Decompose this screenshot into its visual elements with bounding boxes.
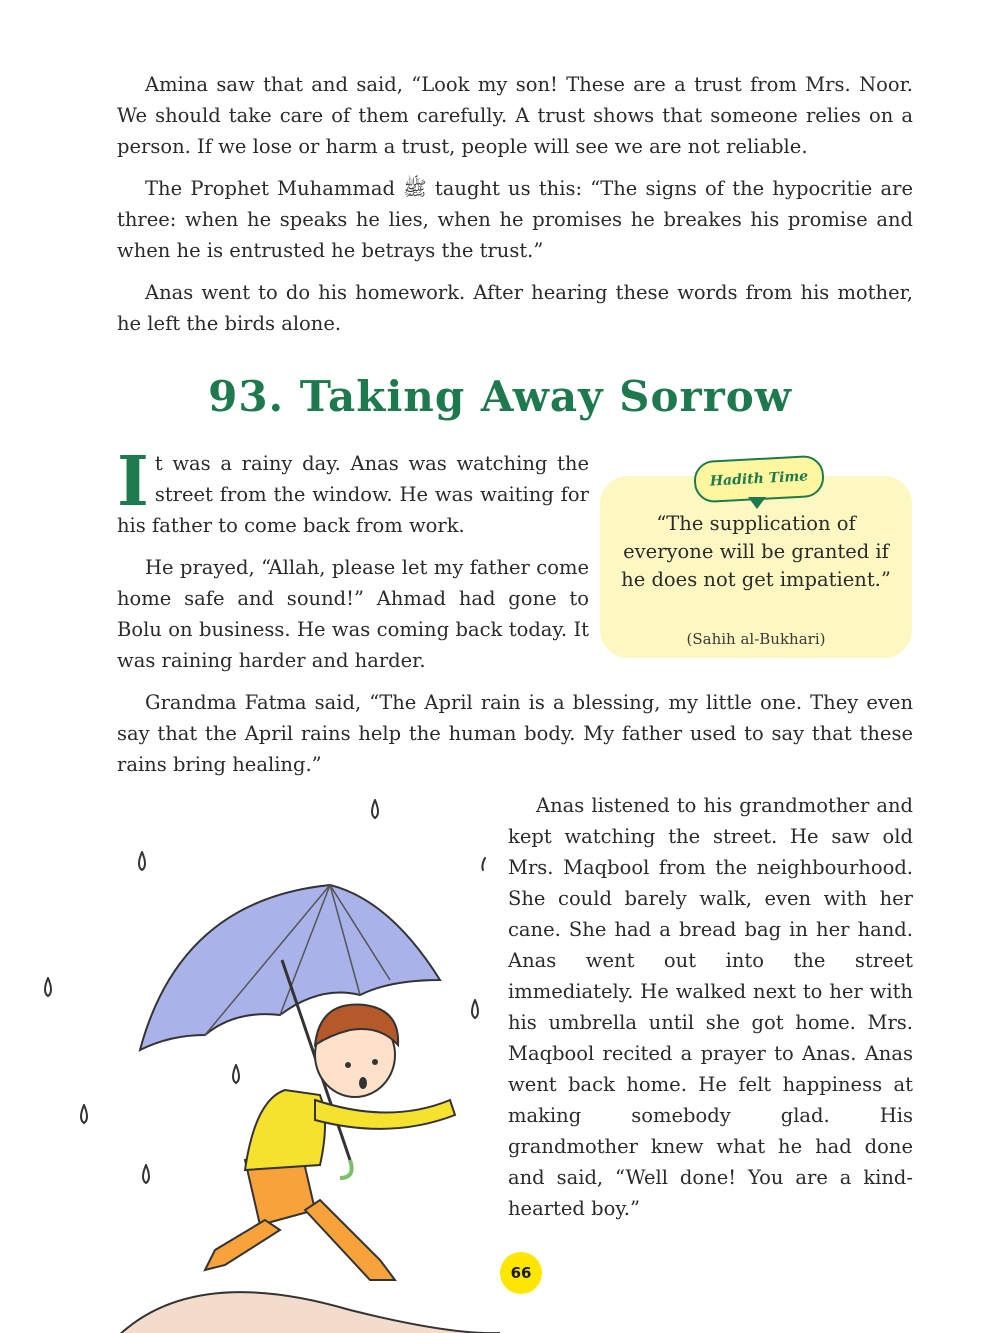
ground [105, 1292, 500, 1333]
paragraph-prophet-hadith: The Prophet Muhammad ﷺ taught us this: “The signs of the hypocritie are three: when he speaks he lies, when he promises he breakes his promise and when he is entrusted he betrays the trust.” [117, 177, 913, 262]
paragraph-amina-trust: Amina saw that and said, “Look my son! These are a trust from Mrs. Noor. We should take care of them carefully. A trust shows that someone relies on a person. If we lose or harm a trust, people will see we are not reliable. [117, 73, 913, 158]
boy-shirt [245, 1090, 325, 1170]
paragraph-anas-homework: Anas went to do his homework. After hearing these words from his mother, he left the birds alone. [117, 281, 913, 335]
raindrop-icon [139, 852, 145, 870]
boy-right-leg [305, 1200, 395, 1280]
raindrop-icon [143, 1165, 149, 1183]
raindrop-icon [472, 1000, 478, 1018]
hadith-quote: “The supplication of everyone will be granted if he does not get impatient.” [621, 512, 891, 591]
hadith-source: (Sahih al-Bukhari) [686, 630, 826, 648]
raindrop-icon [81, 1105, 87, 1123]
raindrop-icon [372, 800, 378, 818]
story-paragraph-prayer: He prayed, “Allah, please let my father come home safe and sound!” Ahmad had gone to Bolu on business. He was coming back today. It was raining harder and harder. [117, 556, 589, 672]
hadith-time-tag: Hadith Time [693, 455, 825, 504]
umbrella-hook [340, 1160, 352, 1178]
raindrop-icon [233, 1065, 239, 1083]
raindrop-icon [482, 858, 485, 870]
hadith-tag-pointer [748, 497, 766, 509]
page-number-badge: 66 [500, 1252, 542, 1294]
boy-mouth [359, 1077, 367, 1089]
boy-eye [345, 1062, 351, 1068]
drop-cap: I [117, 442, 149, 522]
story-paragraph-rainy-day-text: t was a rainy day. Anas was watching the street from the window. He was waiting for his father to come back from work. [117, 452, 589, 537]
story-title: 93. Taking Away Sorrow [208, 372, 792, 421]
boy-arm [315, 1100, 455, 1129]
boy-with-umbrella-illustration [30, 780, 500, 1333]
boy-left-leg [205, 1220, 280, 1270]
story-paragraph-grandma: Grandma Fatma said, “The April rain is a blessing, my little one. They even say that the April rains help the human body. My father used to say that these rains bring healing.” [117, 691, 913, 776]
raindrop-icon [45, 978, 51, 996]
boy-eye [372, 1059, 378, 1065]
story-paragraph-mrs-maqbool: Anas listened to his grandmother and kept watching the street. He saw old Mrs. Maqbool from the neighbourhood. She could barely walk, even with her cane. She had a bread bag in her hand. Anas went out into the street immediately. He walked next to her with his umbrella until she got home. Mrs. Maqbool recited a prayer to Anas. Anas went back home. He felt happiness at making somebody glad. His grandmother knew what he had done and said, “Well done! You are a kind-hearted boy.” [508, 794, 913, 1220]
story-paragraph-rainy-day [117, 442, 589, 541]
